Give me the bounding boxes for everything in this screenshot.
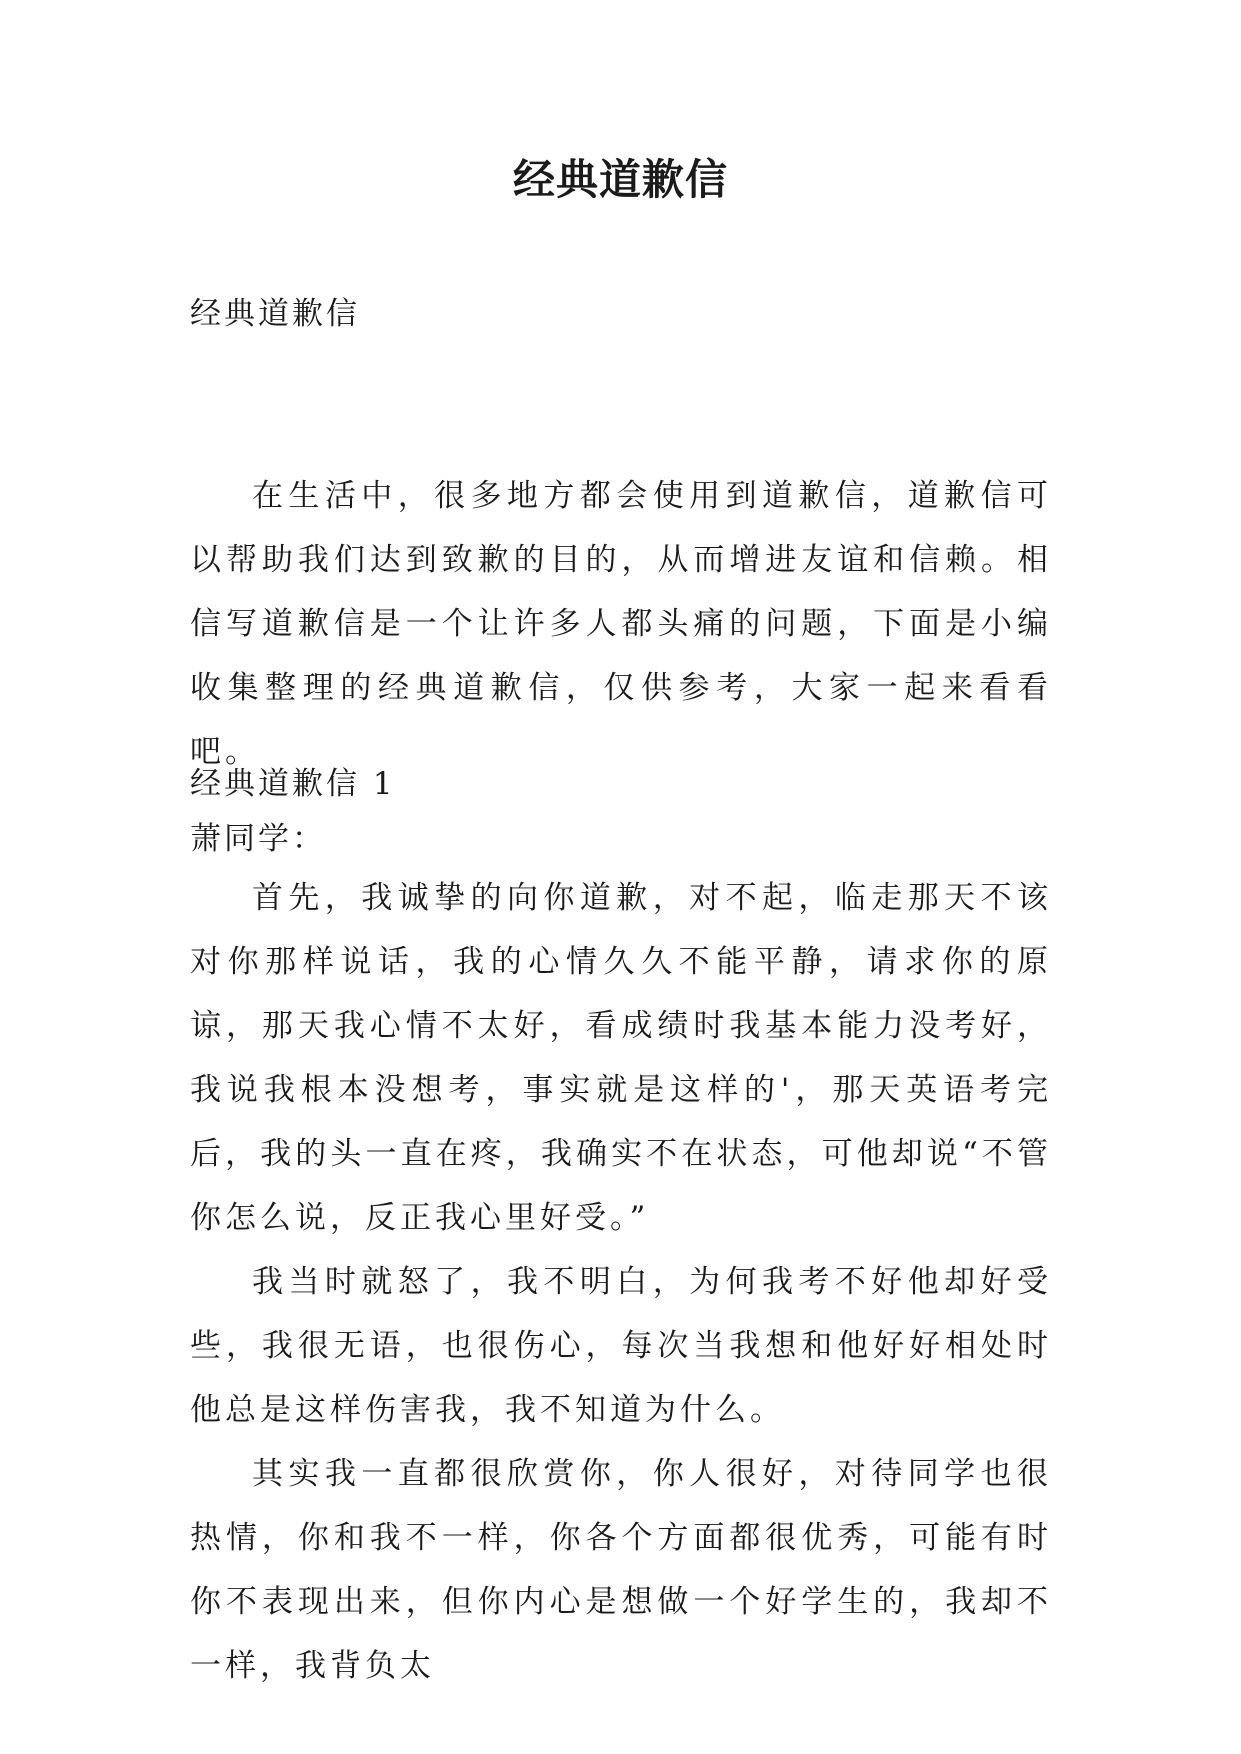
letter-paragraph: 其实我一直都很欣赏你，你人很好，对待同学也很热情，你和我不一样，你各个方面都很优秀，可能有时你不表现出来，但你内心是想做一个好学生的，我却不一样，我背负太 [190,1456,1052,1684]
intro-block [190,464,1052,784]
document-subtitle: 经典道歉信 [190,296,360,332]
letter-paragraph: 首先，我诚挚的向你道歉，对不起，临走那天不该对你那样说话，我的心情久久不能平静，请求你的原谅，那天我心情不太好，看成绩时我基本能力没考好，我说我根本没想考，事实就是这样的'，那天英语考完后，我的头一直在疼，我确实不在状态，可他却说“不管你怎么说，反正我心里好受。” [190,880,1052,1236]
letter-heading: 经典道歉信 1 [190,766,396,802]
salutation: 萧同学： [190,821,326,857]
letter-body [190,866,1052,1698]
intro-paragraph: 在生活中，很多地方都会使用到道歉信，道歉信可以帮助我们达到致歉的目的，从而增进友谊和信赖。相信写道歉信是一个让许多人都头痛的问题，下面是小编收集整理的经典道歉信，仅供参考，大家一起来看看吧。 [190,478,1052,770]
letter-paragraph: 我当时就怒了，我不明白，为何我考不好他却好受些，我很无语，也很伤心，每次当我想和他好好相处时他总是这样伤害我，我不知道为什么。 [190,1264,1052,1428]
document-title: 经典道歉信 [512,155,728,204]
